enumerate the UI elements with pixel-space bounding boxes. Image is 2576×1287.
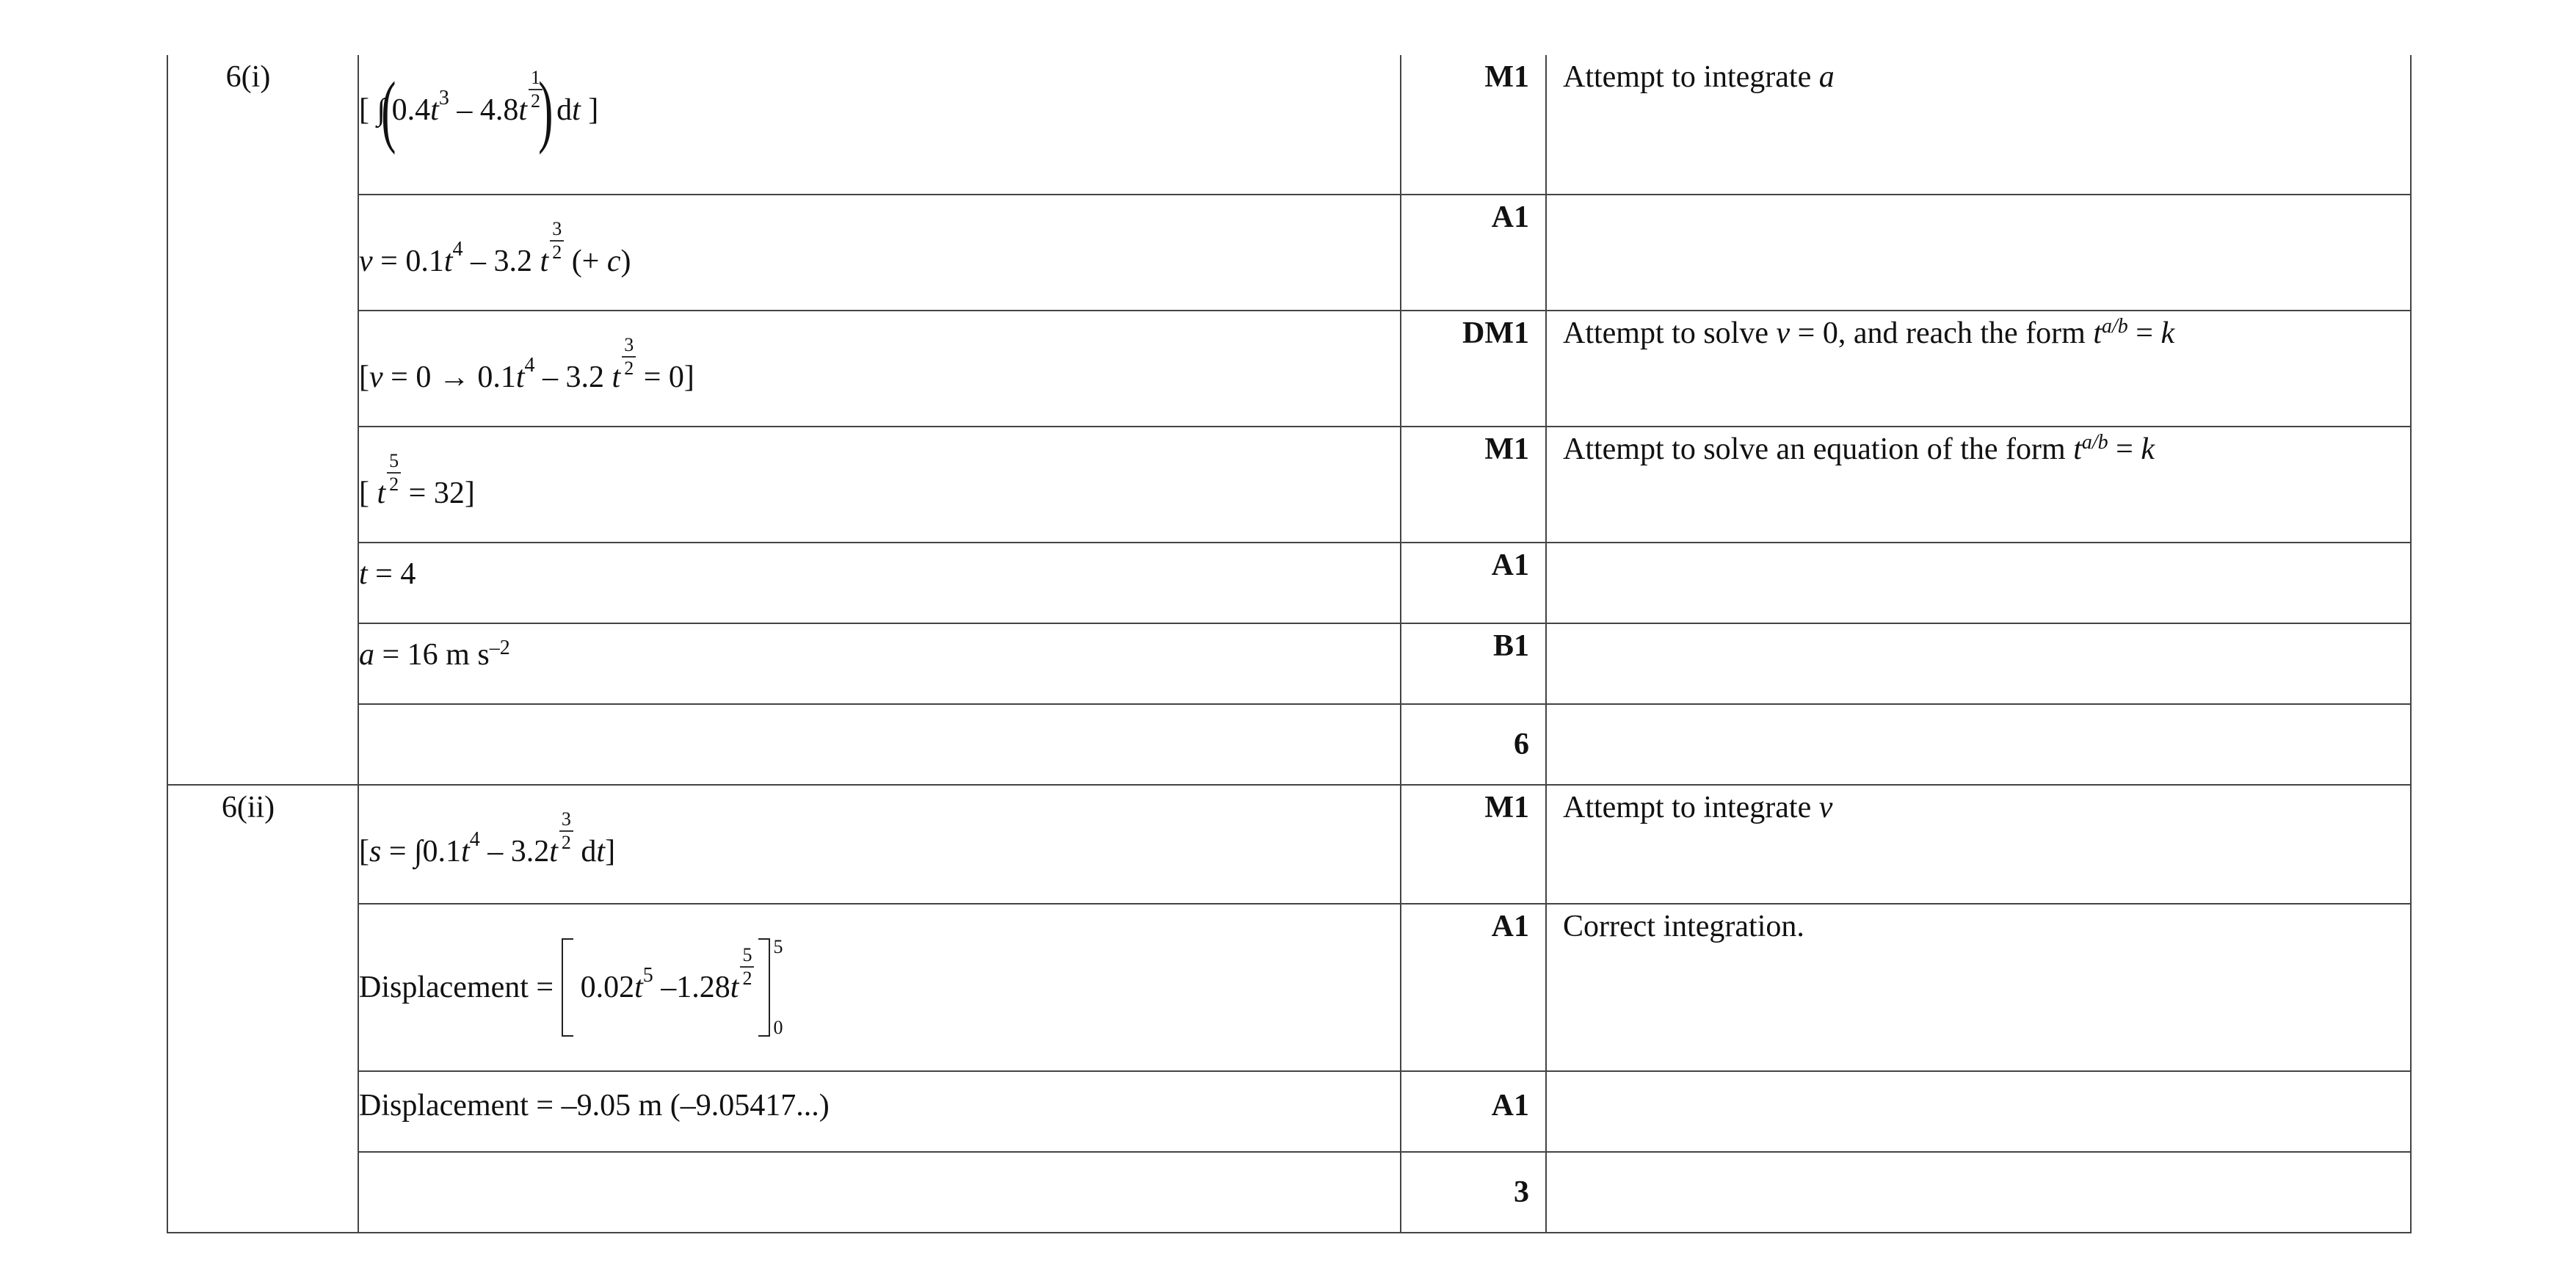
table-row <box>167 195 2411 311</box>
question-number: 6(ii) <box>221 791 275 824</box>
guidance-cell <box>1546 1071 2411 1152</box>
answer-velocity: v = 0.1 t 4 – 3.2 t $\frac{3}{2}$ (+ c ) <box>359 218 631 278</box>
guidance-cell <box>1546 623 2411 704</box>
answer-cell <box>358 195 1401 311</box>
answer-integral-a: [ ∫ ( 0.4 t 3 – 4.8 t $\frac{1}{2}$ ) d t ] <box>359 65 599 155</box>
left-bracket <box>562 938 573 1037</box>
guidance-cell: Correct integration. <box>1546 904 2411 1071</box>
question-number-cell <box>167 785 358 1233</box>
answer-displacement-integral: Displacement = 0.02 t 5 –1.28 t $\frac{5}{2}$ 5 0 <box>359 936 783 1038</box>
fraction: $\frac{3}{2}$ <box>550 220 564 262</box>
fraction: $\frac{1}{2}$ <box>529 68 543 111</box>
answer-cell <box>358 704 1401 785</box>
guidance-cell: Attempt to integrate a <box>1546 55 2411 195</box>
table-row <box>167 1152 2411 1233</box>
mark-cell: M1 <box>1401 427 1546 543</box>
table-row <box>167 427 2411 543</box>
table-row <box>167 311 2411 427</box>
table-row <box>167 543 2411 623</box>
mark-cell: A1 <box>1401 1071 1546 1152</box>
table-row <box>167 623 2411 704</box>
guidance-cell <box>1546 1152 2411 1233</box>
fraction: $\frac{3}{2}$ <box>622 336 636 378</box>
table-row <box>167 55 2411 195</box>
mark-cell: M1 <box>1401 785 1546 904</box>
answer-integral-v: [ s = ∫0.1 t 4 – 3.2 t $\frac{3}{2}$ d t ] <box>359 808 616 869</box>
mark-scheme-table <box>167 55 2412 1233</box>
answer-cell <box>358 55 1401 195</box>
table-row <box>167 904 2411 1071</box>
total-mark-cell: 6 <box>1401 704 1546 785</box>
mark-cell: A1 <box>1401 195 1546 311</box>
total-mark-cell: 3 <box>1401 1152 1546 1233</box>
table-row <box>167 785 2411 904</box>
question-number: 6(i) <box>225 60 271 94</box>
answer-cell <box>358 311 1401 427</box>
answer-cell: a = 16 m s–2 <box>358 623 1401 704</box>
guidance-cell <box>1546 195 2411 311</box>
mark-cell: A1 <box>1401 543 1546 623</box>
guidance-cell <box>1546 543 2411 623</box>
guidance-cell: Attempt to solve v = 0, and reach the form ta/b = k <box>1546 311 2411 427</box>
mark-cell: B1 <box>1401 623 1546 704</box>
mark-cell: A1 <box>1401 904 1546 1071</box>
question-number-cell <box>167 55 358 785</box>
table-row <box>167 1071 2411 1152</box>
right-bracket <box>758 938 770 1037</box>
answer-cell <box>358 427 1401 543</box>
answer-power-equation: [ t $\frac{5}{2}$ = 32] <box>359 450 475 510</box>
guidance-cell: Attempt to solve an equation of the form ta/b = k <box>1546 427 2411 543</box>
fraction: $\frac{5}{2}$ <box>387 452 401 494</box>
fraction: $\frac{5}{2}$ <box>740 946 754 988</box>
guidance-cell <box>1546 704 2411 785</box>
answer-solve-v0: [ v = 0 → 0.1 t 4 – 3.2 t $\frac{3}{2}$ = 0] <box>359 334 694 394</box>
answer-cell: t = 4 <box>358 543 1401 623</box>
fraction: $\frac{3}{2}$ <box>559 810 573 852</box>
answer-cell <box>358 1152 1401 1233</box>
mark-cell: M1 <box>1401 55 1546 195</box>
answer-cell: Displacement = –9.05 m (–9.05417...) <box>358 1071 1401 1152</box>
table-row <box>167 704 2411 785</box>
integration-limits: 5 0 <box>773 936 783 1038</box>
guidance-cell: Attempt to integrate v <box>1546 785 2411 904</box>
mark-cell: DM1 <box>1401 311 1546 427</box>
answer-cell <box>358 785 1401 904</box>
answer-cell <box>358 904 1401 1071</box>
